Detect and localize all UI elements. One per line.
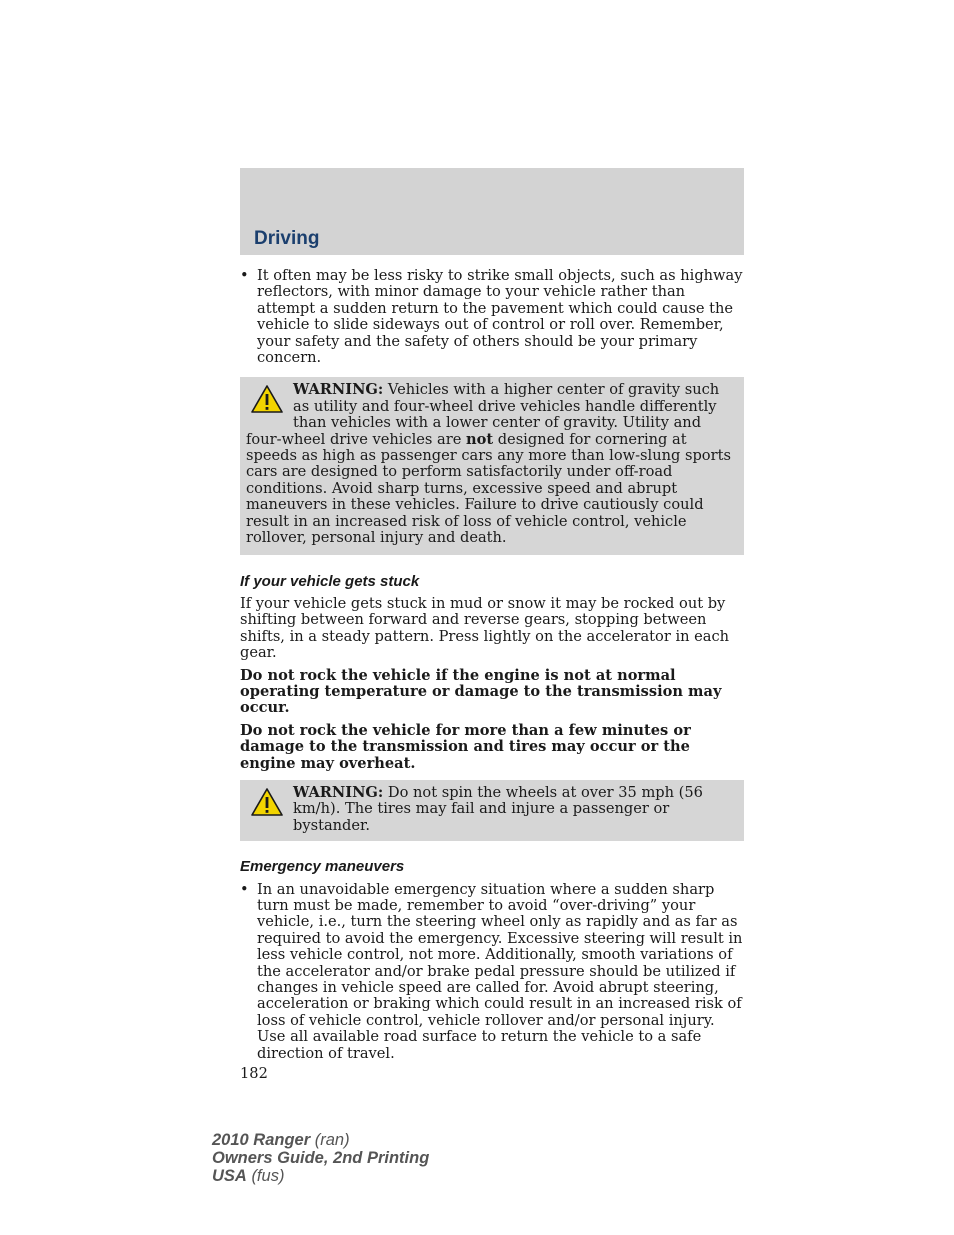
warning-label: WARNING: — [293, 381, 384, 399]
footer-line-market — [212, 1167, 429, 1185]
bold-notice: Do not rock the vehicle if the engine is not at normal operating temperature or damage to the transmission may occur. — [240, 666, 722, 717]
bullet-icon: • — [240, 880, 249, 898]
warning-triangle-icon — [250, 787, 284, 817]
warning-emphasis: not — [465, 430, 494, 448]
footer-market-code: (fus) — [251, 1167, 285, 1185]
warning-box — [240, 377, 744, 554]
page-number: 182 — [240, 1065, 268, 1083]
warning-label: WARNING: — [293, 783, 384, 801]
list-item — [240, 882, 744, 1062]
footer-market: USA — [212, 1167, 247, 1185]
page-content — [240, 268, 744, 1082]
footer-model: 2010 Ranger — [212, 1131, 311, 1149]
warning-text: Vehicles with a higher center of gravity such as utility and four-wheel drive vehicles handle differently than vehicles with a lower center of gravity. Utility and four-wheel drive vehicles are — [246, 381, 720, 448]
footer-line-guide — [212, 1149, 429, 1167]
header-band — [240, 168, 744, 255]
warning-triangle-icon — [250, 384, 284, 414]
paragraph: If your vehicle gets stuck in mud or snow it may be rocked out by shifting between forward and reverse gears, stopping between shifts, in a steady pattern. Press lightly on the accelerator in each gear. — [240, 594, 730, 662]
warning-text: Do not spin the wheels at over 35 mph (56 km/h). The tires may fail and injure a passenger or bystander. — [293, 783, 703, 834]
list-item — [240, 268, 744, 366]
warning-text-continued: designed for cornering at speeds as high as passenger cars any more than low-slung sports cars are designed to perform satisfactorily under off-road conditions. Avoid sharp turns, excessive speed and abrupt maneuvers in these vehicles. Failure to drive cautiously could result in an increased risk of loss of vehicle control, vehicle rollover, personal injury and death. — [246, 430, 731, 547]
section-heading-stuck: If your vehicle gets stuck — [240, 572, 420, 590]
bold-notice: Do not rock the vehicle for more than a few minutes or damage to the transmission and tires may occur or the engine may overheat. — [240, 721, 691, 772]
bullet-icon: • — [240, 267, 249, 284]
footer-model-code: (ran) — [314, 1131, 350, 1149]
warning-box — [240, 780, 744, 841]
footer-line-model — [212, 1131, 429, 1149]
bullet-text: In an unavoidable emergency situation where a sudden sharp turn must be made, remember to avoid “over-driving” your vehicle, i.e., turn the steering wheel only as rapidly and as far as required to avoid the emergency. Excessive steering will result in less vehicle control, not more. Additionally, smooth variations of the accelerator and/or brake pedal pressure should be utilized if changes in vehicle speed are called for. Avoid abrupt steering, acceleration or braking which could result in an increased risk of loss of vehicle control, vehicle rollover and/or personal injury. Use all available road surface to return the vehicle to a safe direction of travel. — [257, 880, 743, 1062]
footer-guide: Owners Guide, 2nd Printing — [212, 1149, 430, 1167]
page-title: Driving — [254, 228, 320, 249]
section-heading-emergency: Emergency maneuvers — [240, 858, 405, 876]
bullet-text: It often may be less risky to strike small objects, such as highway reflectors, with minor damage to your vehicle rather than attempt a sudden return to the pavement which could cause the vehicle to slide sideways out of control or roll over. Remember, your safety and the safety of others should be your primary concern. — [257, 267, 743, 367]
footer — [212, 1131, 429, 1185]
